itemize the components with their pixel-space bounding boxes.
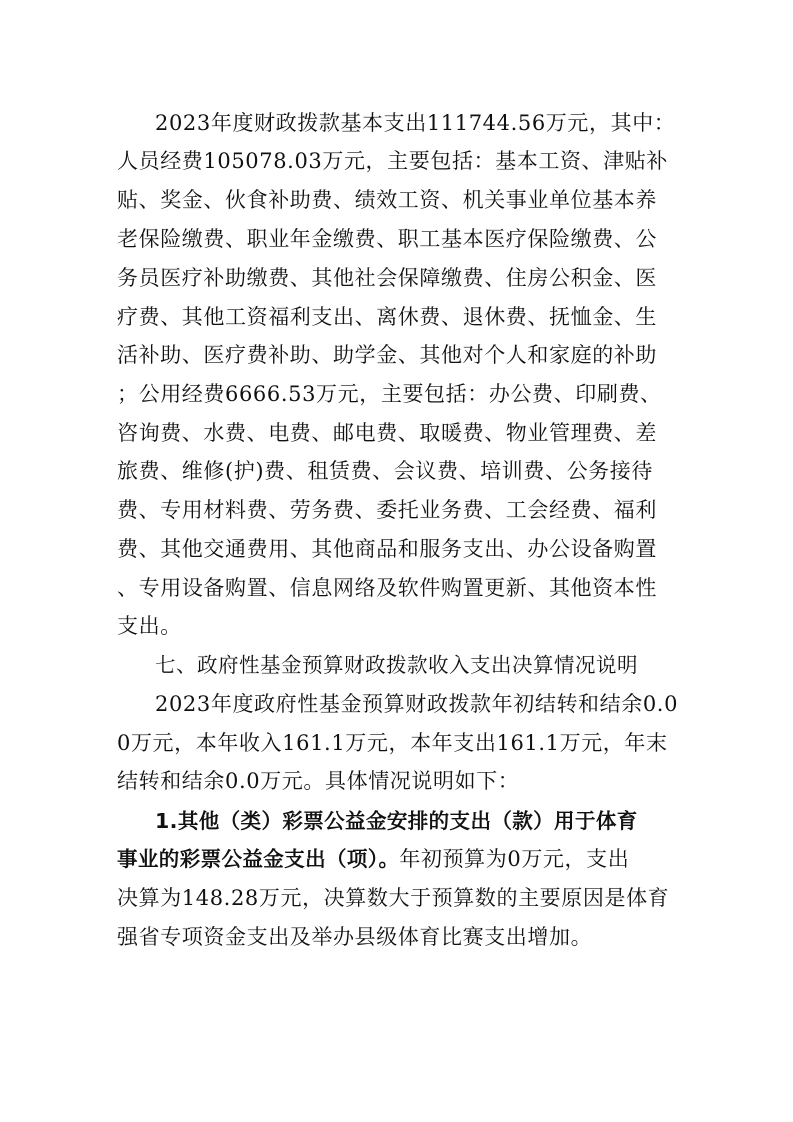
paragraph-line: 旅费、维修(护)费、租赁费、会议费、培训费、公务接待 xyxy=(117,459,653,483)
paragraph-line: 咨询费、水费、电费、邮电费、取暖费、物业管理费、差 xyxy=(117,421,657,445)
item-text: 年初预算为0万元，支出 xyxy=(399,847,630,871)
item-line: 强省专项资金支出及举办县级体育比赛支出增加。 xyxy=(117,925,593,949)
paragraph-line: 费、专用材料费、劳务费、委托业务费、工会经费、福利 xyxy=(117,498,657,522)
item-line xyxy=(117,846,697,872)
paragraph-line: 支出。 xyxy=(117,614,182,638)
section-heading: 七、政府性基金预算财政拨款收入支出决算情况说明 xyxy=(155,653,638,677)
paragraph-line: 老保险缴费、职业年金缴费、职工基本医疗保险缴费、公 xyxy=(117,227,657,251)
paragraph-line: 结转和结余0.0万元。具体情况说明如下： xyxy=(117,769,520,793)
paragraph-line: ；公用经费6666.53万元，主要包括：办公费、印刷费、 xyxy=(117,382,662,406)
paragraph-line: 贴、奖金、伙食补助费、绩效工资、机关事业单位基本养 xyxy=(117,188,657,212)
item-heading-tail: 事业的彩票公益金支出（项）。 xyxy=(117,847,400,871)
paragraph-line: 2023年度财政拨款基本支出111744.56万元，其中： xyxy=(155,111,676,135)
paragraph-line: 0万元，本年收入161.1万元，本年支出161.1万元，年末 xyxy=(117,731,668,755)
paragraph-line: 费、其他交通费用、其他商品和服务支出、办公设备购置 xyxy=(117,537,657,561)
item-heading-line: 1.其他（类）彩票公益金安排的支出（款）用于体育 xyxy=(155,809,638,833)
item-line: 决算为148.28万元，决算数大于预算数的主要原因是体育 xyxy=(117,886,670,910)
paragraph-line: 2023年度政府性基金预算财政拨款年初结转和结余0.0 xyxy=(155,692,679,716)
paragraph-line: 疗费、其他工资福利支出、离休费、退休费、抚恤金、生 xyxy=(117,305,657,329)
paragraph-line: 、专用设备购置、信息网络及软件购置更新、其他资本性 xyxy=(117,576,657,600)
paragraph-line: 人员经费105078.03万元，主要包括：基本工资、津贴补 xyxy=(117,149,668,173)
paragraph-line: 活补助、医疗费补助、助学金、其他对个人和家庭的补助 xyxy=(117,343,657,367)
paragraph-line: 务员医疗补助缴费、其他社会保障缴费、住房公积金、医 xyxy=(117,266,657,290)
